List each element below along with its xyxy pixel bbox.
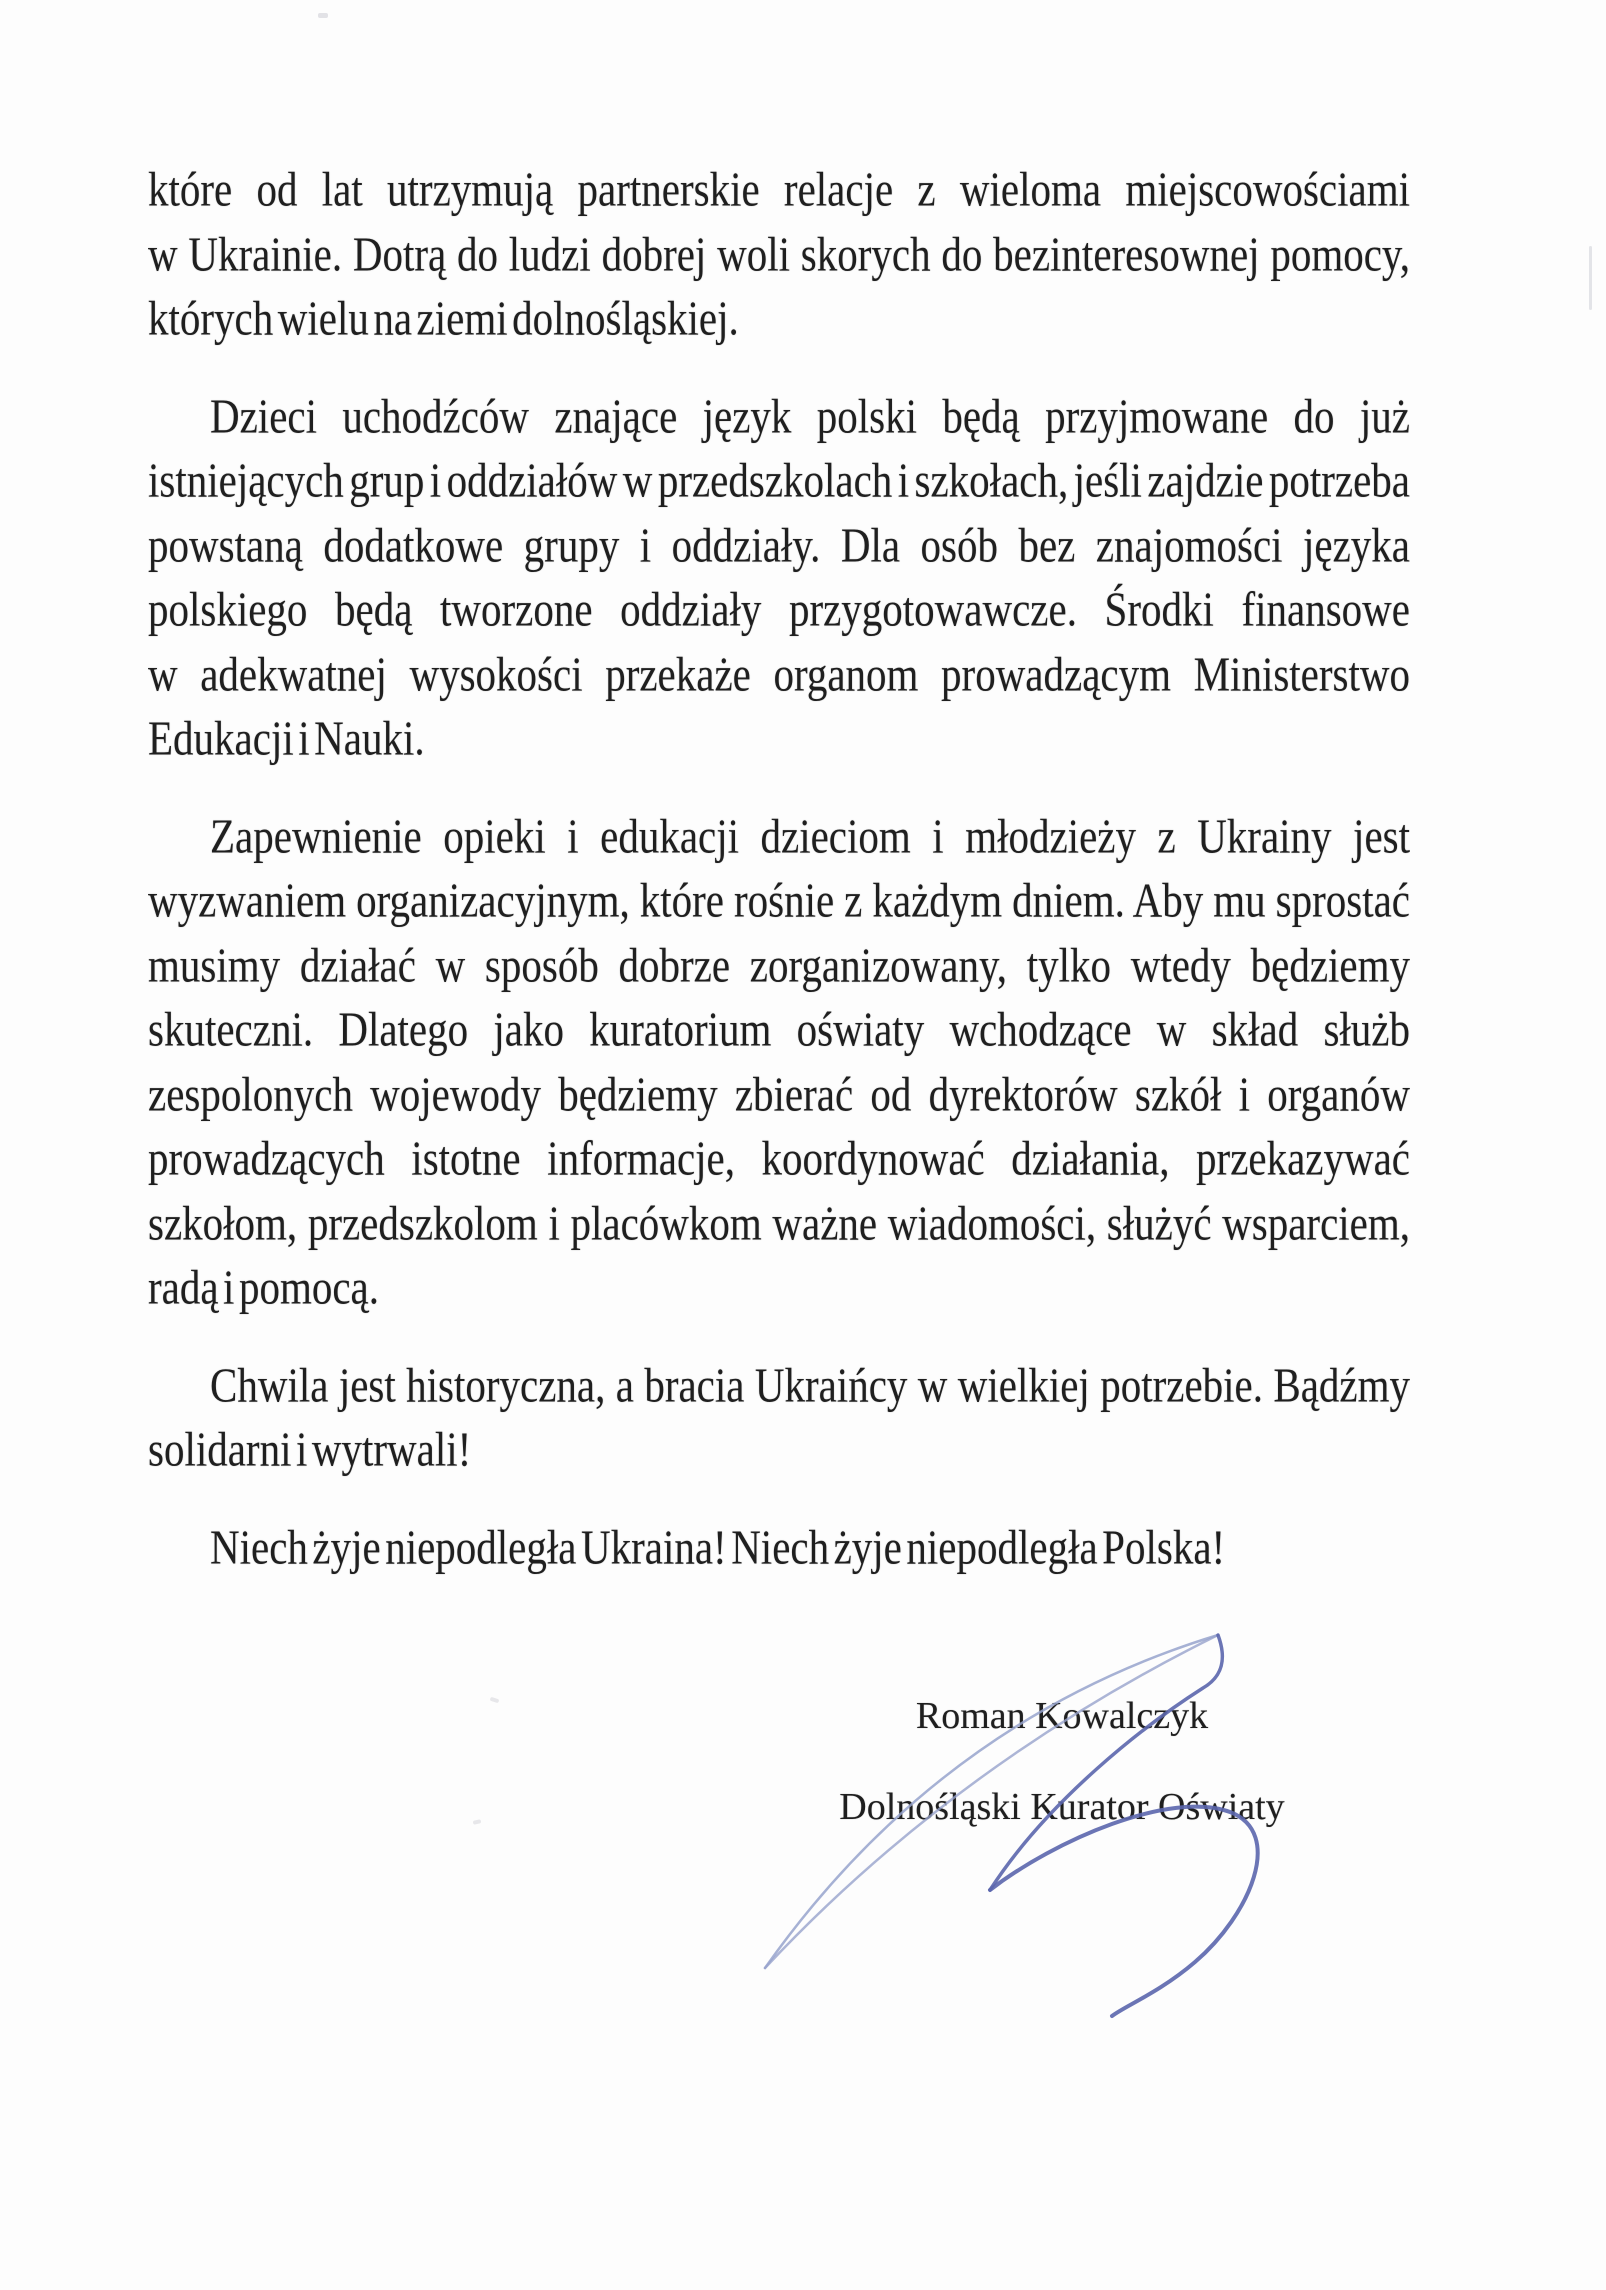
signature-block [762,1691,1362,1832]
body-line: szkołom, przedszkolom i placówkom ważne wiadomości, służyć wsparciem, [148,1195,1410,1250]
body-line: wyzwaniem organizacyjnym, które rośnie z każdym dniem. Aby mu sprostać [148,872,1410,928]
scan-artifact [473,1819,482,1825]
body-line: prowadzących istotne informacje, koordynować działania, przekazywać [148,1130,1410,1186]
paragraph [148,1518,1410,1583]
body-line: Dzieci uchodźców znające język polski będą przyjmowane do już [210,388,1410,443]
body-line: w adekwatnej wysokości przekaże organom prowadzącym Ministerstwo [148,646,1410,701]
body-line: Edukacji i Nauki. [148,710,425,766]
body-line: które od lat utrzymują partnerskie relacje z wieloma miejscowościami [148,161,1410,217]
body-line: w Ukrainie. Dotrą do ludzi dobrej woli skorych do bezinteresownej pomocy, [148,226,1410,281]
signature-stroke [990,1807,1258,2016]
scan-artifact [318,13,328,18]
body-line: Chwila jest historyczna, a bracia Ukraińcy w wielkiej potrzebie. Bądźmy [210,1357,1410,1412]
letter-body [148,160,1410,1615]
paragraph [148,1356,1410,1485]
body-line: których wielu na ziemi dolnośląskiej. [148,290,739,346]
body-line: musimy działać w sposób dobrze zorganizowany, tylko wtedy będziemy [148,937,1410,992]
body-line: Zapewnienie opieki i edukacji dzieciom i młodzieży z Ukrainy jest [210,808,1410,863]
paragraph [148,807,1410,1323]
body-line: polskiego będą tworzone oddziały przygotowawcze. Środki finansowe [148,581,1410,637]
paragraph [148,160,1410,354]
signer-title: Dolnośląski Kurator Oświaty [839,1786,1285,1828]
signer-name: Roman Kowalczyk [915,1695,1209,1737]
scan-artifact [490,1697,500,1704]
scan-artifact [1589,246,1592,310]
body-line: radą i pomocą. [148,1259,379,1315]
body-line: zespolonych wojewody będziemy zbierać od dyrektorów szkół i organów [148,1066,1410,1121]
paragraph [148,387,1410,774]
body-line: Niech żyje niepodległa Ukraina! Niech żyje niepodległa Polska! [210,1519,1226,1574]
body-line: powstaną dodatkowe grupy i oddziały. Dla osób bez znajomości języka [148,517,1410,572]
body-line: istniejących grup i oddziałów w przedszkolach i szkołach, jeśli zajdzie potrzeba [148,452,1410,508]
body-line: solidarni i wytrwali! [148,1421,472,1477]
body-line: skuteczni. Dlatego jako kuratorium oświaty wchodzące w skład służb [148,1001,1410,1057]
